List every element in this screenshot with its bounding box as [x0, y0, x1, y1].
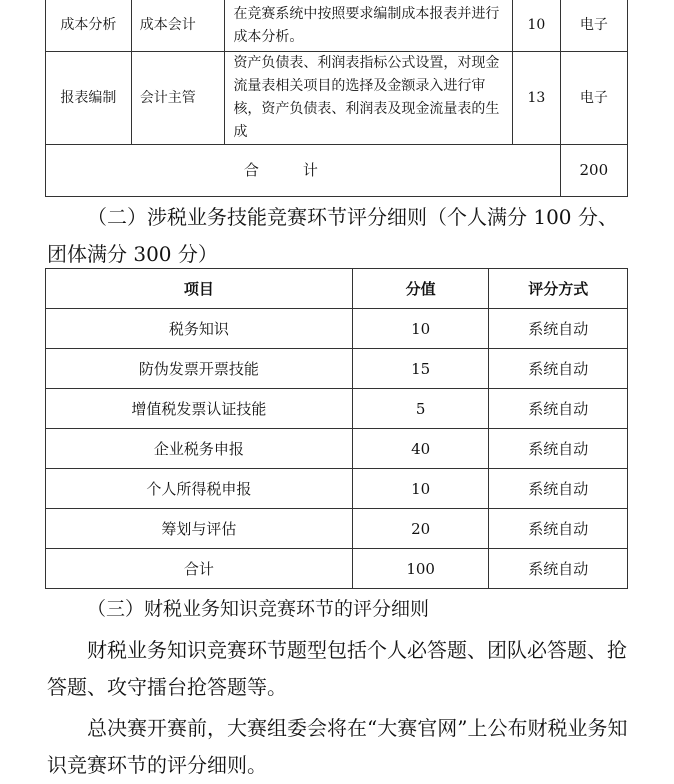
item-cell: 税务知识 — [46, 309, 353, 349]
stage-cell: 报表编制 — [46, 52, 132, 145]
column-header: 项目 — [46, 269, 353, 309]
item-cell: 企业税务申报 — [46, 429, 353, 469]
item-cell: 合计 — [46, 549, 353, 589]
method-cell: 系统自动 — [489, 549, 628, 589]
method-cell: 系统自动 — [489, 389, 628, 429]
table-row — [46, 349, 628, 389]
item-cell: 个人所得税申报 — [46, 469, 353, 509]
score-cell: 10 — [513, 0, 561, 52]
method-cell: 系统自动 — [489, 509, 628, 549]
table-row — [46, 52, 628, 145]
table-row — [46, 469, 628, 509]
item-cell: 增值税发票认证技能 — [46, 389, 353, 429]
item-cell: 筹划与评估 — [46, 509, 353, 549]
score-cell: 20 — [352, 509, 489, 549]
table-header-row — [46, 269, 628, 309]
score-cell: 5 — [352, 389, 489, 429]
role-cell: 成本会计 — [131, 0, 225, 52]
score-cell: 13 — [513, 52, 561, 145]
total-value: 200 — [560, 145, 627, 197]
table-row — [46, 309, 628, 349]
score-cell: 10 — [352, 469, 489, 509]
table-row — [46, 0, 628, 52]
table-row — [46, 509, 628, 549]
score-cell: 100 — [352, 549, 489, 589]
score-cell: 10 — [352, 309, 489, 349]
section-heading-knowledge: （三）财税业务知识竞赛环节的评分细则 — [87, 598, 430, 620]
section-heading-tax-skills: （二）涉税业务技能竞赛环节评分细则（个人满分 100 分、团体满分 300 分） — [47, 205, 618, 266]
method-cell: 系统自动 — [489, 469, 628, 509]
description-cell: 资产负债表、利润表指标公式设置，对现金流量表相关项目的选择及金额录入进行审核，资产负债表、利润表及现金流量表的生成 — [225, 52, 513, 145]
table-row — [46, 389, 628, 429]
role-cell: 会计主管 — [131, 52, 225, 145]
method-cell: 系统自动 — [489, 309, 628, 349]
type-cell: 电子 — [560, 0, 627, 52]
tax-skills-scoring-table — [45, 268, 628, 589]
score-cell: 15 — [352, 349, 489, 389]
column-header: 分值 — [352, 269, 489, 309]
total-label: 合计 — [46, 145, 561, 197]
table-total-row — [46, 549, 628, 589]
description-cell: 在竞赛系统中按照要求编制成本报表并进行成本分析。 — [225, 0, 513, 52]
method-cell: 系统自动 — [489, 429, 628, 469]
paragraph-rules-publication: 总决赛开赛前，大赛组委会将在“大赛官网”上公布财税业务知识竞赛环节的评分细则。 — [47, 716, 628, 777]
score-cell: 40 — [352, 429, 489, 469]
type-cell: 电子 — [560, 52, 627, 145]
method-cell: 系统自动 — [489, 349, 628, 389]
paragraph-question-types: 财税业务知识竞赛环节题型包括个人必答题、团队必答题、抢答题、攻守擂台抢答题等。 — [47, 638, 627, 699]
stage-cell: 成本分析 — [46, 0, 132, 52]
table-row — [46, 429, 628, 469]
column-header: 评分方式 — [489, 269, 628, 309]
item-cell: 防伪发票开票技能 — [46, 349, 353, 389]
scoring-table-continued — [45, 0, 628, 197]
total-row — [46, 145, 628, 197]
